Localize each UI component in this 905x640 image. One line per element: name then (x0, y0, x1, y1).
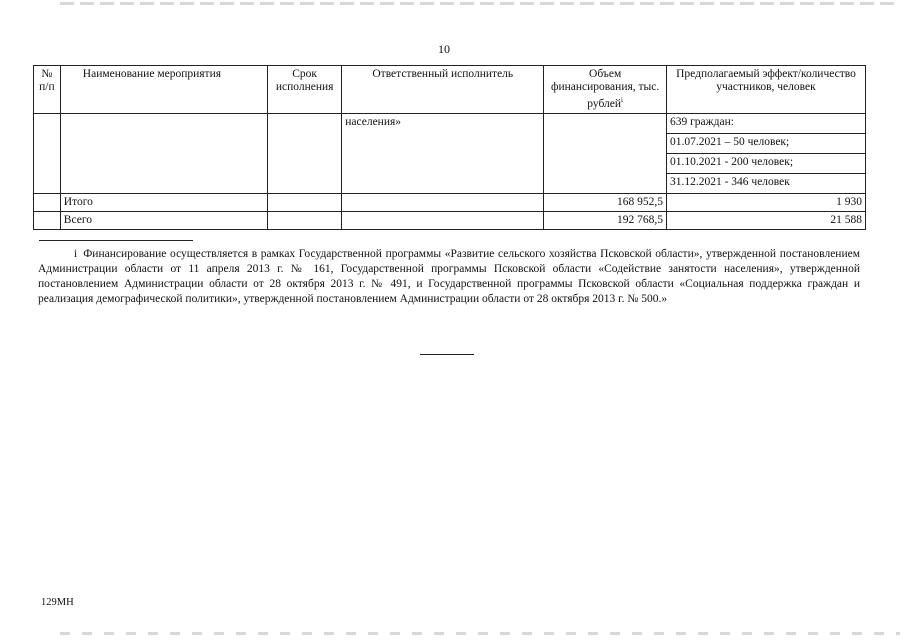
header-number: № п/п (34, 66, 61, 114)
total-people: 1 930 (666, 193, 865, 211)
grand-total-amount: 192 768,5 (544, 211, 667, 229)
activities-table (33, 65, 866, 230)
grand-total-label: Всего (60, 211, 267, 229)
effect-line: 01.10.2021 - 200 человек; (667, 153, 865, 173)
footnote-reference: i (621, 96, 623, 104)
footnote (38, 247, 860, 307)
effect-line: 01.07.2021 – 50 человек; (667, 133, 865, 153)
effect-line: 31.12.2021 - 346 человек (667, 173, 865, 193)
total-label: Итого (60, 193, 267, 211)
scan-artifact-top (60, 2, 900, 5)
table-row-grand-total (34, 211, 866, 229)
table-header-row (34, 66, 866, 114)
cell-deadline (268, 113, 342, 193)
header-effect: Предполагаемый эффект/количество участников, человек (666, 66, 865, 114)
cell-executor: населения» (342, 113, 544, 193)
footnote-text: Финансирование осуществляется в рамках Государственной программы «Развитие сельского хозяйства Псковской области», утвержденной постановлением Администрации области от 11 апреля 2013 г. № 161, Государственной программы Псковской области «Содействие занятости населения», утвержденной постановлением Администрации области от 28 октября 2013 г. № 491, и Государственной программы Псковской области «Социальная поддержка граждан и реализация демографической политики», утвержденной постановлением Администрации области от 28 октября 2013 г. № 500.» (38, 248, 860, 305)
header-deadline: Срок исполнения (268, 66, 342, 114)
header-executor: Ответственный исполнитель (342, 66, 544, 114)
cell-funding (544, 113, 667, 193)
document-code: 129МН (41, 597, 74, 608)
scan-artifact-bottom (60, 632, 900, 635)
header-activity-name: Наименование мероприятия (60, 66, 267, 114)
table-row-total (34, 193, 866, 211)
footnote-divider (39, 240, 193, 241)
effect-line: 639 граждан: (669, 115, 734, 128)
table-row-continuation (34, 113, 866, 193)
cell-effect (666, 113, 865, 193)
cell-number (34, 113, 61, 193)
header-funding (544, 66, 667, 114)
grand-total-people: 21 588 (666, 211, 865, 229)
total-amount: 168 952,5 (544, 193, 667, 211)
header-funding-text: Объем финансирования, тыс. рублей (551, 68, 660, 110)
page-number: 10 (438, 42, 450, 56)
footnote-marker: i (74, 248, 78, 260)
cell-activity (60, 113, 267, 193)
end-divider (420, 354, 474, 355)
